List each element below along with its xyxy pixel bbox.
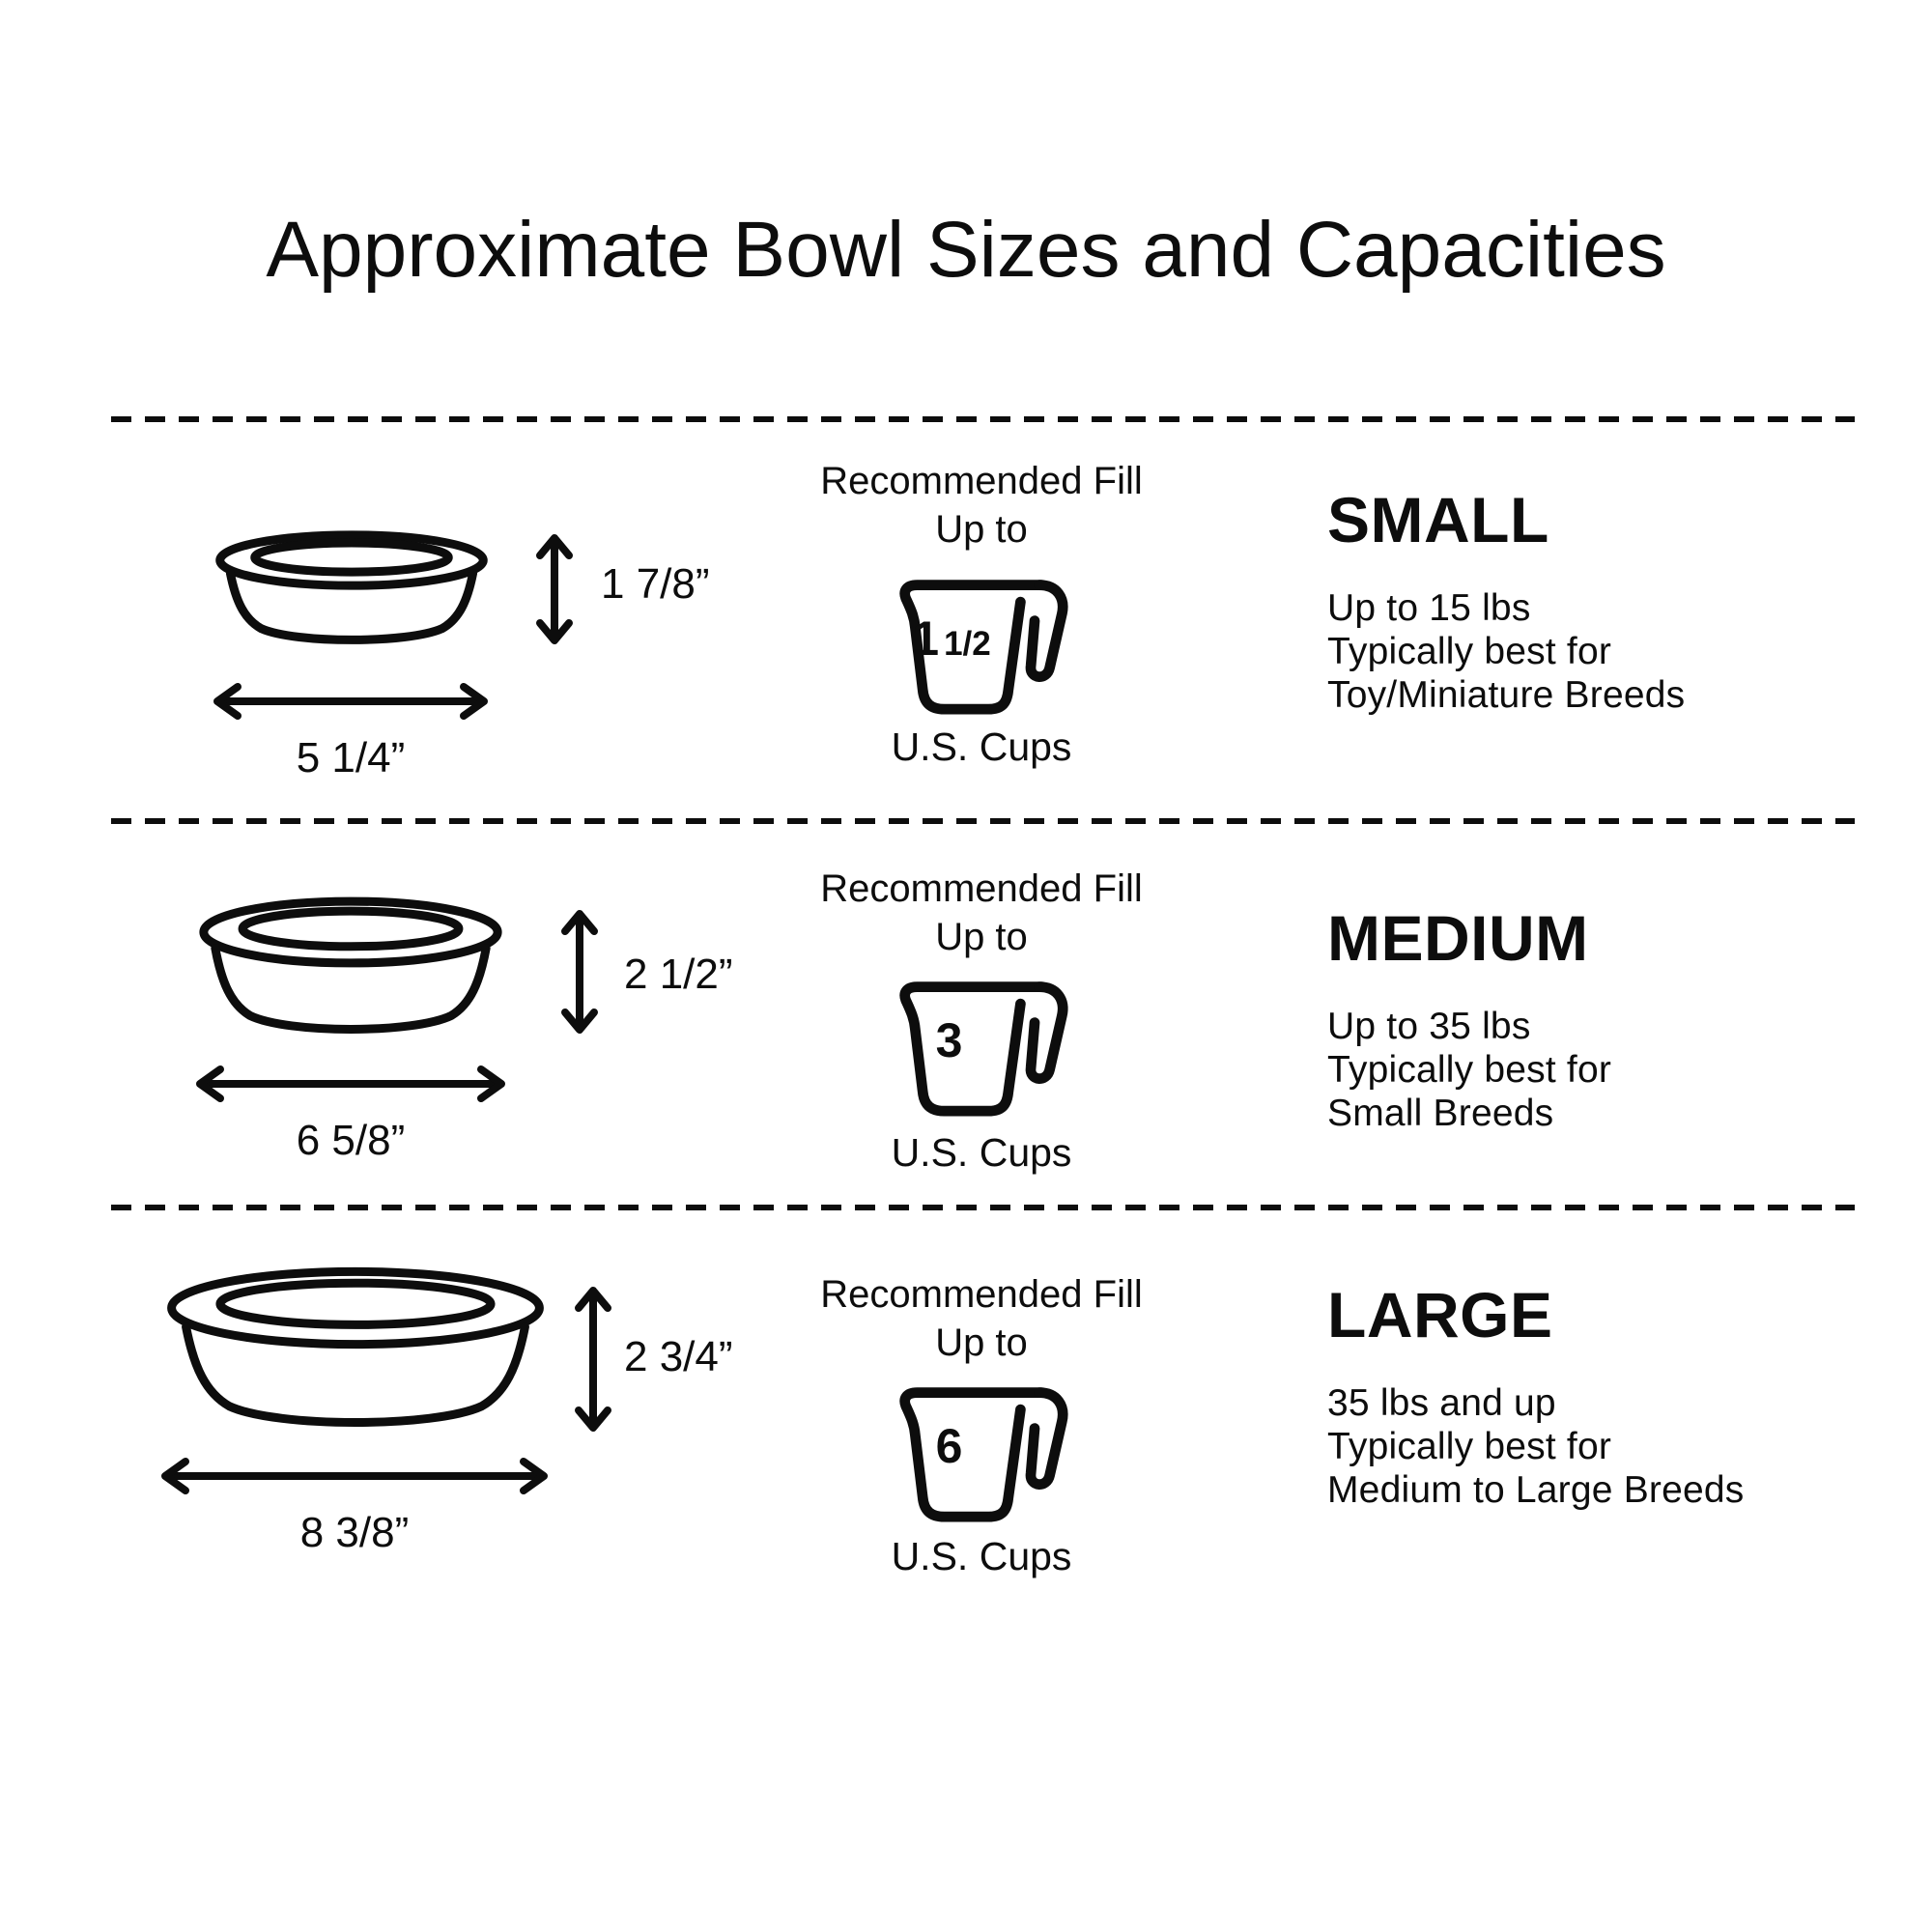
row-separator bbox=[111, 416, 1855, 422]
vertical-arrow-icon bbox=[558, 906, 601, 1037]
bowl-width-label: 5 1/4” bbox=[296, 734, 406, 781]
description-line: Up to 35 lbs bbox=[1327, 1006, 1531, 1047]
recommended-fill-heading: Recommended Fill bbox=[820, 460, 1143, 502]
description-line: Toy/Miniature Breeds bbox=[1327, 674, 1686, 716]
up-to-label: Up to bbox=[935, 916, 1028, 958]
bowl-icon bbox=[158, 1264, 553, 1441]
bowl-width-label: 6 5/8” bbox=[296, 1117, 406, 1164]
bowl-height-label: 1 7/8” bbox=[601, 560, 710, 608]
us-cups-label: U.S. Cups bbox=[891, 724, 1072, 769]
recommended-fill-heading: Recommended Fill bbox=[820, 1273, 1143, 1316]
size-heading: MEDIUM bbox=[1327, 902, 1589, 974]
bowl-icon bbox=[193, 895, 508, 1045]
row-separator bbox=[111, 1205, 1855, 1210]
size-heading: SMALL bbox=[1327, 484, 1549, 555]
horizontal-arrow-icon bbox=[156, 1455, 553, 1497]
up-to-label: Up to bbox=[935, 1321, 1028, 1364]
measuring-cup-icon bbox=[893, 1379, 1071, 1522]
description-line: 35 lbs and up bbox=[1327, 1382, 1556, 1424]
recommended-fill-heading: Recommended Fill bbox=[820, 867, 1143, 910]
description-line: Small Breeds bbox=[1327, 1093, 1554, 1134]
size-description bbox=[1327, 586, 1685, 717]
measuring-cup-icon bbox=[893, 572, 1071, 715]
description-line: Up to 15 lbs bbox=[1327, 587, 1531, 629]
description-line: Typically best for bbox=[1327, 1426, 1612, 1467]
vertical-arrow-icon bbox=[533, 530, 576, 648]
description-line: Medium to Large Breeds bbox=[1327, 1469, 1745, 1511]
size-description bbox=[1327, 1381, 1744, 1512]
cup-amount-whole: 3 bbox=[935, 1013, 963, 1067]
bowl-icon bbox=[211, 529, 493, 653]
vertical-arrow-icon bbox=[572, 1283, 614, 1435]
bowl-height-label: 2 3/4” bbox=[624, 1333, 733, 1380]
size-description bbox=[1327, 1005, 1611, 1135]
cup-amount bbox=[893, 1418, 1010, 1474]
description-line: Typically best for bbox=[1327, 1049, 1612, 1091]
up-to-label: Up to bbox=[935, 508, 1028, 551]
size-heading: LARGE bbox=[1327, 1279, 1553, 1350]
description-line: Typically best for bbox=[1327, 631, 1612, 672]
us-cups-label: U.S. Cups bbox=[891, 1534, 1072, 1578]
row-separator bbox=[111, 818, 1855, 824]
horizontal-arrow-icon bbox=[191, 1063, 510, 1105]
us-cups-label: U.S. Cups bbox=[891, 1130, 1072, 1175]
page-title: Approximate Bowl Sizes and Capacities bbox=[266, 206, 1666, 294]
cup-amount-fraction: 1/2 bbox=[944, 625, 991, 663]
cup-amount bbox=[893, 611, 1010, 667]
horizontal-arrow-icon bbox=[209, 680, 493, 723]
cup-amount bbox=[893, 1012, 1010, 1068]
measuring-cup-icon bbox=[893, 974, 1071, 1117]
cup-amount-whole: 1 bbox=[912, 611, 940, 666]
bowl-width-label: 8 3/8” bbox=[299, 1509, 410, 1556]
cup-amount-whole: 6 bbox=[935, 1419, 963, 1473]
bowl-height-label: 2 1/2” bbox=[624, 951, 733, 998]
